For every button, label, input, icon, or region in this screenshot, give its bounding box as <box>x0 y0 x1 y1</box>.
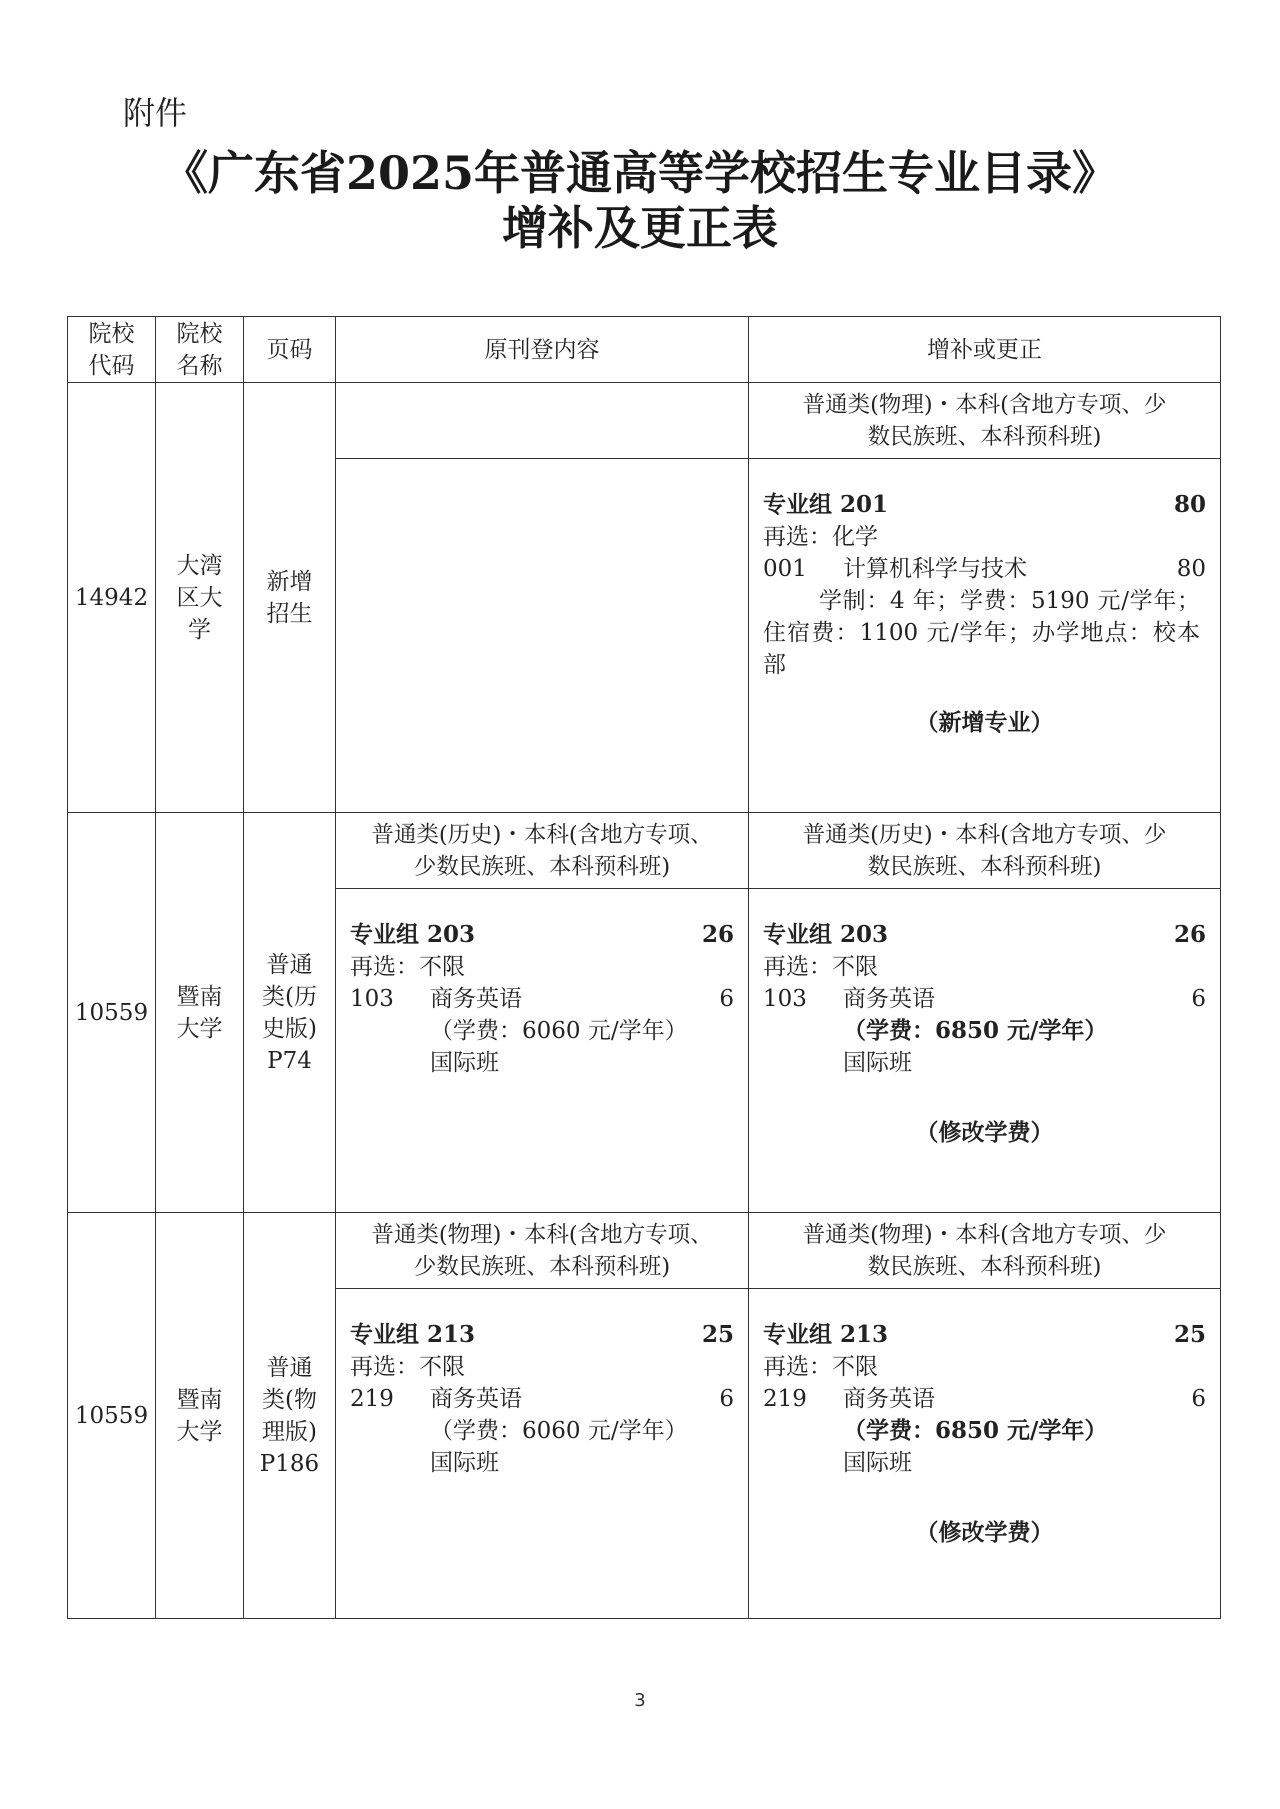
major-line: 103 商务英语 6 <box>350 986 734 1012</box>
table-header-row <box>68 317 1221 383</box>
class-type-line: 国际班 <box>843 1050 912 1076</box>
header-school-code: 院校 代码 <box>68 317 156 383</box>
change-note: （新增专业） <box>915 709 1054 736</box>
major-group-line: 专业组 213 25 <box>763 1321 1206 1348</box>
header-page: 页码 <box>244 317 336 383</box>
fee-line: （学费：6060 元/学年） <box>430 1418 688 1444</box>
change-note: （修改学费） <box>915 1519 1054 1546</box>
revised-content-cell <box>749 1289 1221 1619</box>
page-number: 3 <box>634 1690 646 1711</box>
fee-line: （学费：6060 元/学年） <box>430 1018 688 1044</box>
major-detail: 学制：4 年；学费：5190 元/学年；住宿费：1100 元/学年；办学地点：校本部 <box>763 588 1200 678</box>
table-row <box>68 813 1221 889</box>
original-category-cell: 普通类(物理)・本科(含地方专项、少数民族班、本科预科班) <box>336 1213 749 1289</box>
school-name-cell: 大湾 区大 学 <box>156 383 244 813</box>
class-type-line: 国际班 <box>843 1450 912 1476</box>
class-type-line: 国际班 <box>430 1050 499 1076</box>
major-line: 001 计算机科学与技术 80 <box>763 556 1206 582</box>
reselect-line: 再选：不限 <box>763 1354 878 1380</box>
header-school-name: 院校 名称 <box>156 317 244 383</box>
fee-line: （学费：6850 元/学年） <box>843 1017 1108 1044</box>
correction-table <box>67 316 1221 1619</box>
school-name-cell: 暨南 大学 <box>156 813 244 1213</box>
major-line: 219 商务英语 6 <box>350 1386 734 1412</box>
major-group-line: 专业组 203 26 <box>350 921 734 948</box>
header-revised: 增补或更正 <box>749 317 1221 383</box>
major-line: 103 商务英语 6 <box>763 986 1206 1012</box>
major-line: 219 商务英语 6 <box>763 1386 1206 1412</box>
class-type-line: 国际班 <box>430 1450 499 1476</box>
major-group-line: 专业组 213 25 <box>350 1321 734 1348</box>
revised-content-cell <box>749 459 1221 813</box>
original-content-cell <box>336 889 749 1213</box>
page-cell: 普通 类(历 史版) P74 <box>244 813 336 1213</box>
original-content-cell <box>336 1289 749 1619</box>
table-row <box>68 383 1221 459</box>
school-code-cell: 10559 <box>68 1213 156 1619</box>
school-code-cell: 14942 <box>68 383 156 813</box>
table-row <box>68 1213 1221 1289</box>
document-subtitle: 增补及更正表 <box>502 201 778 255</box>
change-note: （修改学费） <box>915 1119 1054 1146</box>
header-original: 原刊登内容 <box>336 317 749 383</box>
revised-category-cell: 普通类(物理)・本科(含地方专项、少数民族班、本科预科班) <box>749 383 1221 459</box>
revised-category-cell: 普通类(物理)・本科(含地方专项、少数民族班、本科预科班) <box>749 1213 1221 1289</box>
reselect-line: 再选：不限 <box>763 954 878 980</box>
revised-category-cell: 普通类(历史)・本科(含地方专项、少数民族班、本科预科班) <box>749 813 1221 889</box>
school-name-cell: 暨南 大学 <box>156 1213 244 1619</box>
school-code-cell: 10559 <box>68 813 156 1213</box>
reselect-line: 再选：不限 <box>350 954 465 980</box>
reselect-line: 再选：不限 <box>350 1354 465 1380</box>
major-group-line: 专业组 201 80 <box>763 491 1206 518</box>
original-content-cell <box>336 459 749 813</box>
major-group-line: 专业组 203 26 <box>763 921 1206 948</box>
page-cell: 普通 类(物 理版) P186 <box>244 1213 336 1619</box>
document-title: 《广东省2025年普通高等学校招生专业目录》 <box>161 146 1119 200</box>
attachment-label: 附件 <box>123 94 188 132</box>
original-category-cell <box>336 383 749 459</box>
reselect-line: 再选：化学 <box>763 524 878 550</box>
original-category-cell: 普通类(历史)・本科(含地方专项、少数民族班、本科预科班) <box>336 813 749 889</box>
fee-line: （学费：6850 元/学年） <box>843 1417 1108 1444</box>
page-cell: 新增 招生 <box>244 383 336 813</box>
revised-content-cell <box>749 889 1221 1213</box>
